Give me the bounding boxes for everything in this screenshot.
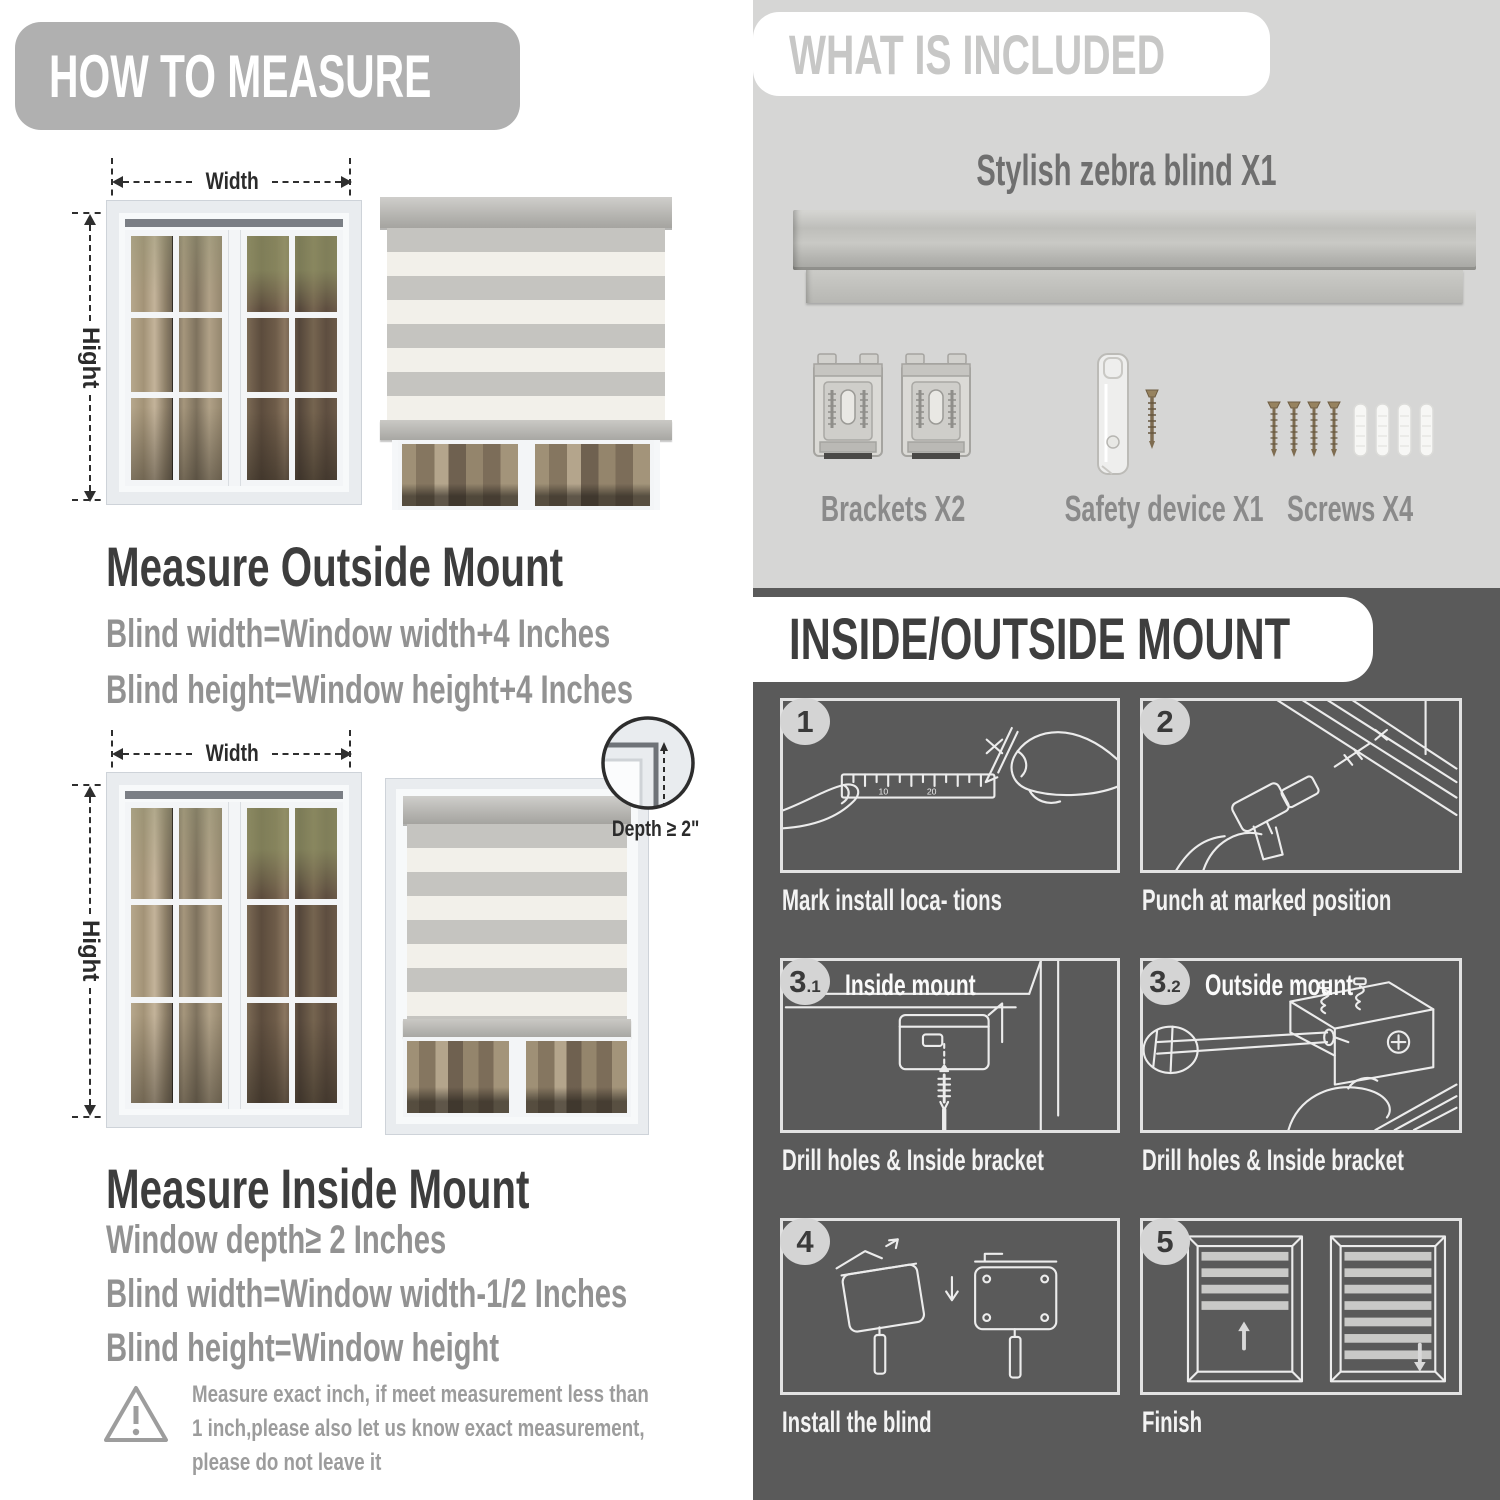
step5-illustration: [1143, 1221, 1459, 1392]
step-badge-3-1: 3 .1: [780, 958, 830, 1005]
step1-caption: Mark install loca- tions: [782, 884, 1002, 917]
what-is-included-banner: [753, 12, 1270, 96]
inside-formula-height: Blind height=Window height: [106, 1326, 500, 1370]
blind-cassette: [380, 197, 672, 228]
wall-anchor-icon: [1354, 404, 1367, 456]
step-badge-2: 2: [1140, 698, 1190, 745]
hight-arrow-outside: [78, 214, 102, 502]
step3-1-caption: Drill holes & Inside bracket: [782, 1144, 1044, 1177]
step-panel-3-2: [1140, 958, 1462, 1133]
outside-formula-height: Blind height=Window height+4 Inches: [106, 668, 633, 712]
depth-detail-circle: [598, 713, 698, 813]
outside-formula-width: Blind width=Window width+4 Inches: [106, 612, 611, 656]
blind-headrail-graphic: [793, 210, 1476, 270]
blind-stripes: [407, 824, 627, 1019]
blind-bottom-rail: [380, 420, 672, 440]
window-mullion: [513, 1037, 522, 1117]
safety-clip-icon: [1098, 354, 1128, 474]
what-is-included-title: WHAT IS INCLUDED: [789, 22, 1165, 86]
step4-caption: Install the blind: [782, 1406, 932, 1439]
window-glass: [407, 1041, 509, 1113]
zebra-blind-outside-mount: [380, 197, 672, 510]
window-muntin: [173, 236, 179, 480]
hight-label: Hight: [77, 920, 104, 982]
ruler-mark: 10: [878, 786, 889, 797]
blind-stripes: [387, 228, 665, 420]
step-panel-1: [780, 698, 1120, 873]
brackets-graphic: [812, 352, 972, 472]
step-panel-5: [1140, 1218, 1462, 1395]
arrow-left-icon: [112, 176, 123, 188]
arrow-up-icon: [84, 214, 96, 225]
screw-icon: [1328, 402, 1340, 457]
arrow-down-icon: [84, 491, 96, 502]
window-muntin: [247, 392, 338, 398]
window-muntin: [289, 808, 295, 1103]
step1-illustration: [783, 701, 1117, 870]
window-muntin: [131, 997, 222, 1003]
window-mullion: [228, 230, 241, 486]
wall-anchor-icon: [1376, 404, 1389, 456]
arrow-right-icon: [341, 176, 352, 188]
hight-arrow-inside: [78, 786, 102, 1116]
window-muntin: [131, 899, 222, 905]
window-muntin: [247, 997, 338, 1003]
window-muntin: [247, 899, 338, 905]
screw-icon: [1146, 390, 1158, 449]
window-sash-right: [241, 230, 344, 486]
window-top-gap: [125, 791, 343, 799]
window-below-blind: [392, 440, 660, 510]
bracket-icon: [814, 354, 882, 459]
arrow-right-icon: [341, 748, 352, 760]
warning-triangle-icon: [100, 1382, 172, 1446]
step-badge-1: 1: [780, 698, 830, 745]
window-glass: [535, 444, 651, 506]
bracket-icon: [902, 354, 970, 459]
window-glass: [402, 444, 518, 506]
window-glass: [526, 1041, 628, 1113]
step5-caption: Finish: [1142, 1406, 1203, 1439]
arrow-left-icon: [112, 748, 123, 760]
window-sash-right: [241, 802, 344, 1109]
window-muntin: [247, 312, 338, 318]
window-muntin: [289, 236, 295, 480]
how-to-measure-title: HOW TO MEASURE: [49, 42, 432, 110]
screws-anchors-graphic: [1266, 400, 1436, 462]
blind-headrail-lower-graphic: [806, 270, 1463, 303]
window-mullion: [228, 802, 241, 1109]
window-below-blind: [403, 1037, 631, 1117]
screw-icon: [1308, 402, 1320, 457]
window-top-gap: [125, 219, 343, 227]
screws-label: Screws X4: [1286, 488, 1414, 529]
step3-2-caption: Drill holes & Inside bracket: [1142, 1144, 1404, 1177]
width-arrow-inside: [112, 742, 352, 766]
inside-outside-mount-banner: [753, 597, 1373, 682]
step-panel-2: [1140, 698, 1462, 873]
wall-anchor-icon: [1420, 404, 1433, 456]
how-to-measure-banner: [15, 22, 520, 130]
window-photo-outside-mount: [106, 200, 362, 505]
step-panel-3-1: [780, 958, 1120, 1133]
blind-bottom-rail: [403, 1019, 631, 1037]
brackets-label: Brackets X2: [820, 488, 966, 529]
depth-detail-illustration: [598, 713, 698, 813]
screw-icon: [1268, 402, 1280, 457]
window-sash-left: [125, 802, 228, 1109]
width-arrow-outside: [112, 170, 352, 194]
window-mullion: [522, 440, 531, 510]
step2-caption: Punch at marked position: [1142, 884, 1392, 917]
wall-anchor-icon: [1398, 404, 1411, 456]
inside-mount-label: Inside mount: [845, 969, 976, 1002]
depth-label: Depth ≥ 2": [612, 816, 700, 841]
window-muntin: [131, 312, 222, 318]
width-label: Width: [205, 740, 259, 767]
step2-illustration: [1143, 701, 1459, 870]
inside-formula-depth: Window depth≥ 2 Inches: [106, 1218, 447, 1262]
step-badge-4: 4: [780, 1218, 830, 1265]
screw-icon: [1288, 402, 1300, 457]
inside-outside-mount-title: INSIDE/OUTSIDE MOUNT: [789, 607, 1291, 672]
step4-illustration: [783, 1221, 1117, 1392]
window-muntin: [131, 392, 222, 398]
step-badge-5: 5: [1140, 1218, 1190, 1265]
step-badge-3-2: 3 .2: [1140, 958, 1190, 1005]
window-sash-left: [125, 230, 228, 486]
safety-device-label: Safety device X1: [1064, 488, 1264, 529]
step-panel-4: [780, 1218, 1120, 1395]
product-label: Stylish zebra blind X1: [976, 146, 1277, 195]
outside-mount-label: Outside mount: [1205, 969, 1354, 1002]
inside-formula-width: Blind width=Window width-1/2 Inches: [106, 1272, 628, 1316]
window-photo-inside-mount: [106, 772, 362, 1128]
ruler-mark: 20: [926, 786, 937, 797]
width-label: Width: [205, 168, 259, 195]
warning-text: Measure exact inch, if meet measurement less than 1 inch,please also let us know exact measurement, please do not leave it: [192, 1381, 649, 1477]
measure-inside-mount-title: Measure Inside Mount: [106, 1157, 530, 1220]
window-muntin: [173, 808, 179, 1103]
hight-label: Hight: [77, 327, 104, 389]
measure-outside-mount-title: Measure Outside Mount: [106, 535, 564, 598]
safety-device-graphic: [1092, 350, 1172, 482]
arrow-down-icon: [84, 1105, 96, 1116]
arrow-up-icon: [84, 786, 96, 797]
